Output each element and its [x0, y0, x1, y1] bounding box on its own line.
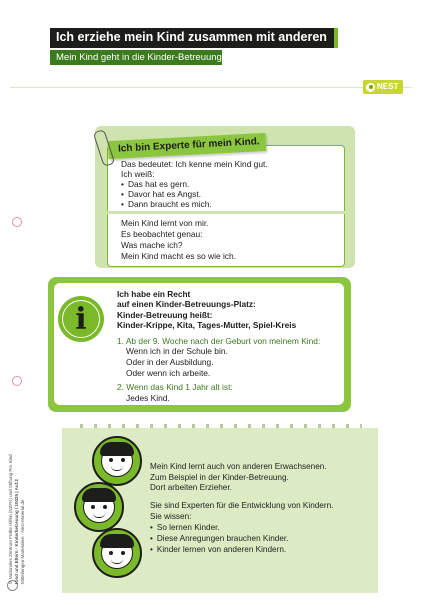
rights-heading: Ich habe ein Recht — [117, 289, 191, 299]
rights-heading: Kinder-Betreuung heißt: — [117, 310, 213, 320]
page-title: Ich erziehe mein Kind zusammen mit anderen — [56, 30, 327, 44]
rights-heading: auf einen Kinder-Betreuungs-Platz: — [117, 299, 256, 309]
expert-text: Mein Kind lernt von mir. — [121, 218, 209, 228]
rights-heading: Kinder-Krippe, Kita, Tages-Mutter, Spiel-Kreis — [117, 320, 297, 330]
nest-logo-text: NEST — [377, 81, 399, 91]
list-item: • Das hat es gern. — [121, 179, 189, 189]
expert-text: Mein Kind macht es so wie ich. — [121, 251, 236, 261]
educators-text: Mein Kind lernt auch von anderen Erwachsenen. — [150, 462, 327, 471]
rights-item-1-line: Oder in der Ausbildung. — [126, 357, 214, 367]
side-text-2: Kind und Eltern · Kinderbetreuung / 10025 | Auf.2 — [14, 479, 19, 584]
educators-text: Dort arbeiten Erzieher. — [150, 483, 232, 492]
expert-text: Es beobachtet genau: — [121, 229, 203, 239]
side-text-1: © Nationales Zentrum Frühe Hilfen (NZFH) und Stiftung Pro Kind — [8, 454, 13, 584]
list-item: • So lernen Kinder. — [150, 523, 220, 533]
subtitle-bar — [50, 50, 225, 65]
binder-hole-icon — [12, 217, 22, 227]
expert-box-heading: Ich bin Experte für mein Kind. — [117, 136, 260, 155]
educators-text: Zum Beispiel in der Kinder-Betreuung. — [150, 473, 289, 482]
page-title-bar — [50, 28, 336, 48]
expert-text: Was mache ich? — [121, 240, 183, 250]
side-text-3: Mitteilungen Materialien · Nest-Material.de — [20, 499, 25, 584]
rights-item-2: 2. Wenn das Kind 1 Jahr alt ist: — [117, 382, 233, 392]
adult-face-icon — [92, 436, 142, 486]
educators-text: Sie sind Experten für die Entwicklung von Kindern. — [150, 501, 334, 510]
list-item: • Dann braucht es mich. — [121, 199, 212, 209]
page-subtitle: Mein Kind geht in die Kinder-Betreuung. — [56, 51, 225, 63]
nest-logo-icon — [366, 83, 375, 92]
list-item: • Kinder lernen von anderen Kindern. — [150, 545, 286, 555]
rights-item-1: 1. Ab der 9. Woche nach der Geburt von meinem Kind: — [117, 336, 321, 346]
rights-item-1-line: Oder wenn ich arbeite. — [126, 368, 211, 378]
rights-item-2-line: Jedes Kind. — [126, 393, 170, 403]
child-face-icon — [92, 528, 142, 578]
expert-text: Ich weiß: — [121, 169, 155, 179]
nest-logo — [363, 80, 403, 94]
expert-text: Das bedeutet: Ich kenne mein Kind gut. — [121, 159, 268, 169]
info-icon: i — [58, 296, 104, 342]
educators-text: Sie wissen: — [150, 512, 192, 521]
list-item: • Diese Anregungen brauchen Kinder. — [150, 534, 288, 544]
list-item: • Davor hat es Angst. — [121, 189, 201, 199]
expert-box-divider — [107, 211, 346, 214]
rights-item-1-line: Wenn ich in der Schule bin. — [126, 346, 228, 356]
child-face-icon — [74, 482, 124, 532]
title-accent — [334, 28, 338, 48]
divider-line — [10, 87, 412, 88]
